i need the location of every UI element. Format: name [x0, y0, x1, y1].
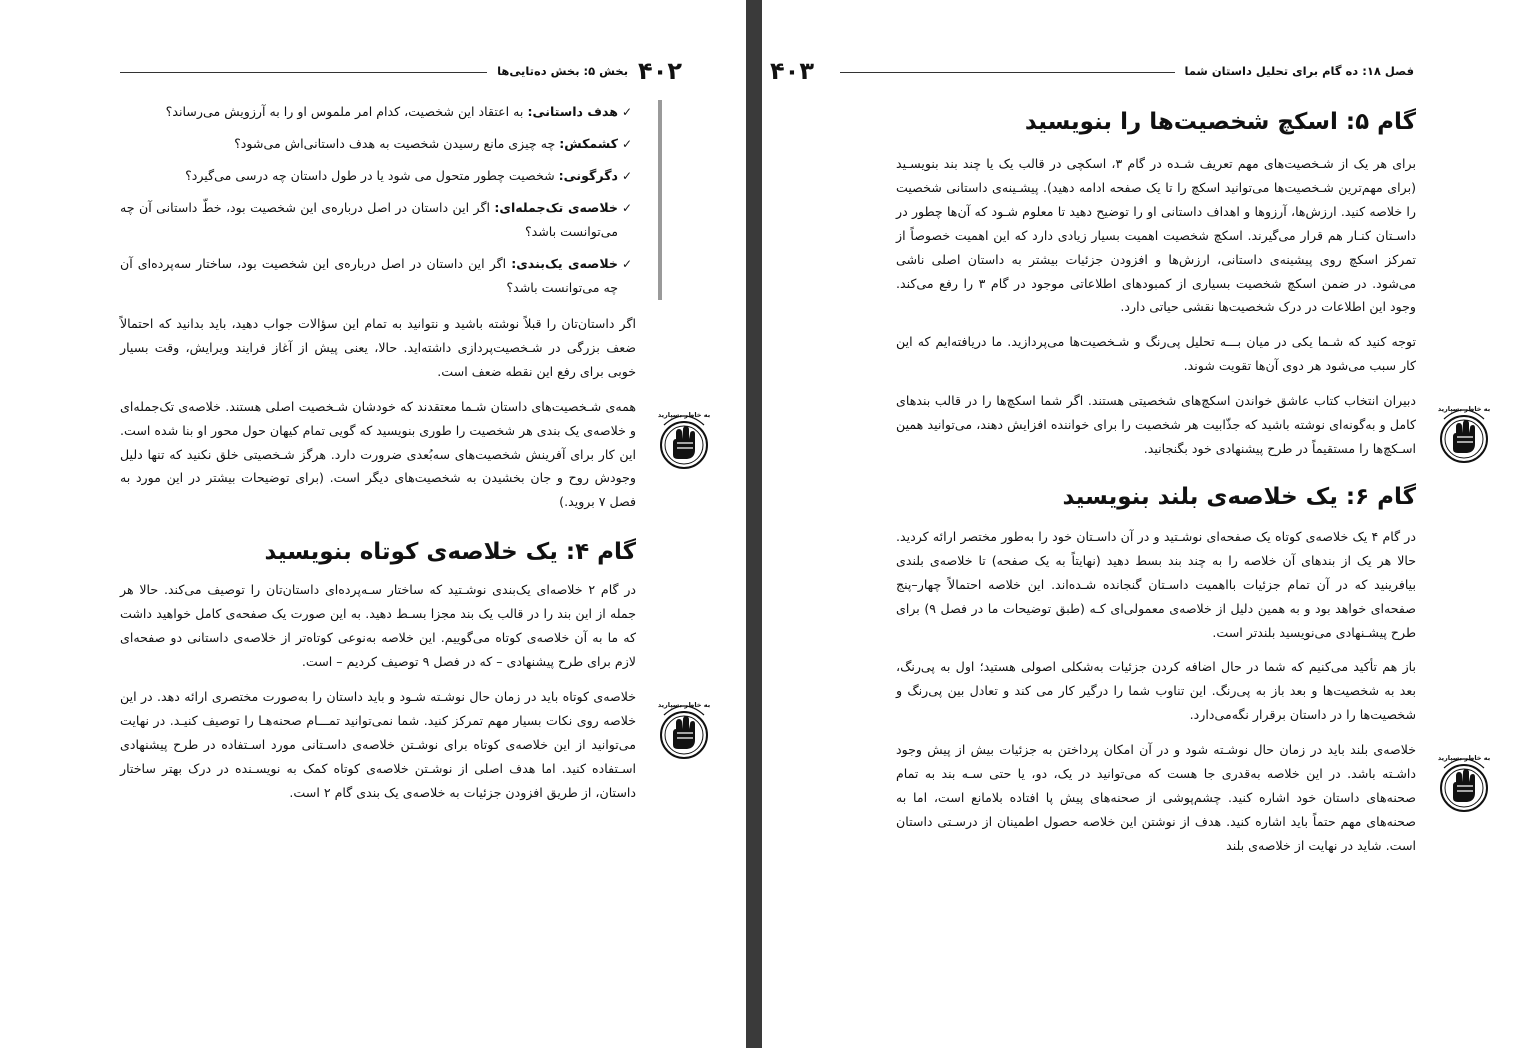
note-text: خلاصه‌ی بلند باید در زمان حال نوشـته شود و در آن امکان پرداختن به جزئیات بیش از پیش وجود داشـته باشد. در این خلاصه به‌قدری جا هست که می‌توانید در یک، دو، یا حتی سـه بند به تمام صحنه‌های داستان خود اشاره کنید. چشم‌پوشی از صحنه‌های پیش پا افتاده بلامانع است، اما به صحنه‌های مهم حتماً باید اشاره کنید. هدف از نوشتن این خلاصه حصول اطمینان از درسـتی داستان است. شاید در نهایت از خلاصه‌ی بلند [896, 742, 1416, 853]
body-paragraph: در گام ۲ خلاصه‌ای یک‌بندی نوشـتید که ساختار سـه‌پرده‌ای داستان‌تان را توصیف می‌کند. حالا هر جمله از این بند را در قالب یک بند مجزا بسـط دهید. به این صورت یک صفحه‌ی کامل خواهید داشت که ما به آن خلاصه‌ی کوتاه می‌گوییم. این خلاصه به‌نوعی کوتاه‌تر از خلاصه‌ی داستانی دو صفحه‌ای لازم برای طرح پیشنهادی – که در فصل ۹ توصیف کردیم – است. [120, 582, 637, 669]
list-item-term: هدف داستانی: [527, 104, 618, 119]
list-item-text: شخصیت چطور متحول می شود یا در طول داستان چه درسی می‌گیرد؟ [185, 168, 559, 183]
remember-note [120, 685, 636, 805]
right-running-header [840, 58, 1414, 84]
list-item [120, 196, 632, 244]
section-heading: گام ۵: اسکچ شخصیت‌ها را بنویسید [1024, 109, 1416, 135]
list-item-text: چه چیزی مانع رسیدن شخصیت به هدف داستانی‌اش می‌شود؟ [234, 136, 560, 151]
running-title: فصل ۱۸: ده گام برای تحلیل داستان شما [1184, 64, 1414, 78]
body-paragraph: برای هر یک از شـخصیت‌های مهم تعریف شـده در گام ۳، اسکچی در قالب یک یا چند بند بنویسـید (برای مهم‌ترین شـخصیت‌ها می‌توانید اسکچ را تا یک صفحه ادامه دهید). پیشـینه‌ی داستانی شخصیت را خلاصه کنید. ارزش‌ها، آرزوها و اهداف داستانی او را توضیح دهید تا معلوم شـود که آن‌ها چطور در داسـتان کنـار هم قرار می‌گیرند. اسکچ شخصیت اهمیت بسیار زیادی دارد که این اهمیت خصوصاً از تمرکز اسکچ روی پیشینه‌ی داستانی، ارزش‌ها و افزودن جزئیات بیشتر به داستان اصلی ناشی می‌شود. در ضمن اسکچ شخصیت بسیاری از کمبودهای اطلاعاتی موجود در گام ۳ را رفع می‌کند. وجود این اطلاعات در درک شخصیت‌ها نقشی حیاتی دارد. [896, 156, 1417, 315]
list-item [120, 164, 632, 188]
list-item-text: اگر این داستان در اصل درباره‌ی این شخصیت بود، ساختار سه‌پرده‌ای آن چه می‌توانست باشد؟ [120, 256, 618, 295]
note-text: همه‌ی شـخصیت‌های داستان شـما معتقدند که خودشان شـخصیت اصلی هستند. خلاصه‌ی تک‌جمله‌ای و خلاصه‌ی یک بندی هر شخصیت را طوری بنویسید که گویی تمام کیهان حول محور او بنا شده است. این کار برای آفرینش شخصیت‌های سه‌بُعدی ضرورت دارد. هرگز شـخصیتی خلق نکنید که تنها دلیل وجودش روح و جان بخشیدن به شخصیت‌های دیگر است. (برای توضیحات بیشتر در این مورد به فصل ۷ بروید.) [120, 398, 636, 510]
page-number: ۴۰۳ [770, 57, 814, 85]
body-paragraph: توجه کنید که شـما یکی در میان بـــه تحلیل پی‌رنگ و شـخصیت‌ها می‌پردازید. ما دریافته‌ایم که این کار سبب می‌شود هر دوی آن‌ها تقویت شوند. [896, 334, 1416, 374]
remember-note [896, 389, 1416, 461]
list-item-text: اگر این داستان در اصل درباره‌ی این شخصیت بود، خطّ داستانی آن چه می‌توانست باشد؟ [120, 200, 618, 239]
running-title: بخش ۵: بخش ده‌تایی‌ها [497, 64, 629, 78]
remember-hand-icon [656, 693, 712, 761]
list-item-term: خلاصه‌ی یک‌بندی: [511, 256, 618, 271]
left-running-header [120, 58, 682, 84]
right-page-number-box [762, 58, 822, 84]
note-text: دبیران انتخاب کتاب عاشق خواندن اسکچ‌های شخصیتی هستند. اگر شما اسکچ‌ها را در قالب بندهای کامل و به‌گونه‌ای نوشته باشید که جذّابیت هر شخصیت را برای خواننده افزایش دهند، می‌توانید همین اسـکچ‌ها را مستقیماً در طرح پیشنهادی خود بگنجانید. [896, 393, 1416, 456]
header-rule [840, 72, 1175, 73]
right-page [762, 0, 1514, 1048]
remember-note [120, 395, 636, 515]
section-heading: گام ۴: یک خلاصه‌ی کوتاه بنویسید [264, 539, 636, 566]
list-item-term: خلاصه‌ی تک‌جمله‌ای: [494, 200, 618, 215]
right-text-column [896, 100, 1416, 869]
remember-hand-icon [1436, 397, 1492, 465]
book-gutter [746, 0, 762, 1048]
list-item [120, 252, 632, 300]
left-text-column [120, 100, 636, 815]
list-item [120, 132, 632, 156]
list-item-text: به اعتقاد این شخصیت، کدام امر ملموس او را به آرزویش می‌رساند؟ [165, 104, 528, 119]
remember-hand-icon [1436, 746, 1492, 814]
section-heading: گام ۶: یک خلاصه‌ی بلند بنویسید [1062, 483, 1416, 510]
remember-note [896, 738, 1416, 858]
header-rule [120, 72, 487, 73]
page-number: ۴۰۲ [638, 57, 682, 85]
list-item-term: کشمکش: [559, 136, 618, 151]
list-item-term: دگرگونی: [558, 168, 618, 183]
character-checklist [120, 100, 662, 300]
list-item [120, 100, 632, 124]
left-page [0, 0, 746, 1048]
body-paragraph: باز هم تأکید می‌کنیم که شما در حال اضافه کردن جزئیات به‌شکلی اصولی هستید؛ اول به پی‌رنگ، بعد به شخصیت‌ها و بعد باز به پی‌رنگ. این تناوب شما را درگیر کار می کند و تعادل بین پی‌رنگ و شخصیت‌ها را در داستان برقرار نگه‌می‌دارد. [896, 659, 1416, 723]
body-paragraph: اگر داستان‌تان را قبلاً نوشته باشید و نتوانید به تمام این سؤالات جواب دهید، باید بدانید که احتمالاً ضعف بزرگی در شـخصیت‌پردازی داشته‌اید. حالا، یعنی پیش از آغاز فرایند ویرایش، وقت بسیار خوبی برای رفع این نقطه ضعف است. [120, 316, 636, 379]
remember-hand-icon [656, 403, 712, 471]
body-paragraph: در گام ۴ یک خلاصه‌ی کوتاه یک صفحه‌ای نوشـتید و در آن داسـتان خود را به‌طور مختصر ارائه کردید. حالا هر یک از بندهای آن خلاصه را به چند بند بسط دهید (نهایتاً به یک صفحه) تا خلاصه‌ی بلندی بیافرینید که در آن تمام جزئیات بااهمیت داسـتان گنجانده شـده‌اند. این خلاصه احتمالاً چهار–پنج صفحه‌ای خواهد بود و به همین دلیل از خلاصه‌ی معمولی‌ای کـه (طبق توضیحات ما در فصل ۹) برای طرح پیشـنهادی می‌نویسید بلندتر است. [896, 528, 1417, 640]
note-text: خلاصه‌ی کوتاه باید در زمان حال نوشـته شـود و باید داستان را به‌صورت مختصری ارائه دهد. در این خلاصه روی نکات بسیار مهم تمرکز کنید. شما نمی‌توانید تمـــام صحنه‌هـا را توصیف کنیـد. در نهایت می‌توانید از این خلاصه‌ی کوتاه برای نوشـتن خلاصه‌ی داسـتانی مورد اسـتفاده در طرح پیشنهادی اسـتفاده کنید. اما هدف اصلی از نوشـتن خلاصه‌ی کوتاه کمک به نویسـنده در درک بهتر ساختار داستان، از طریق افزودن جزئیات به خلاصه‌ی یک بندی گام ۲ است. [120, 688, 636, 800]
